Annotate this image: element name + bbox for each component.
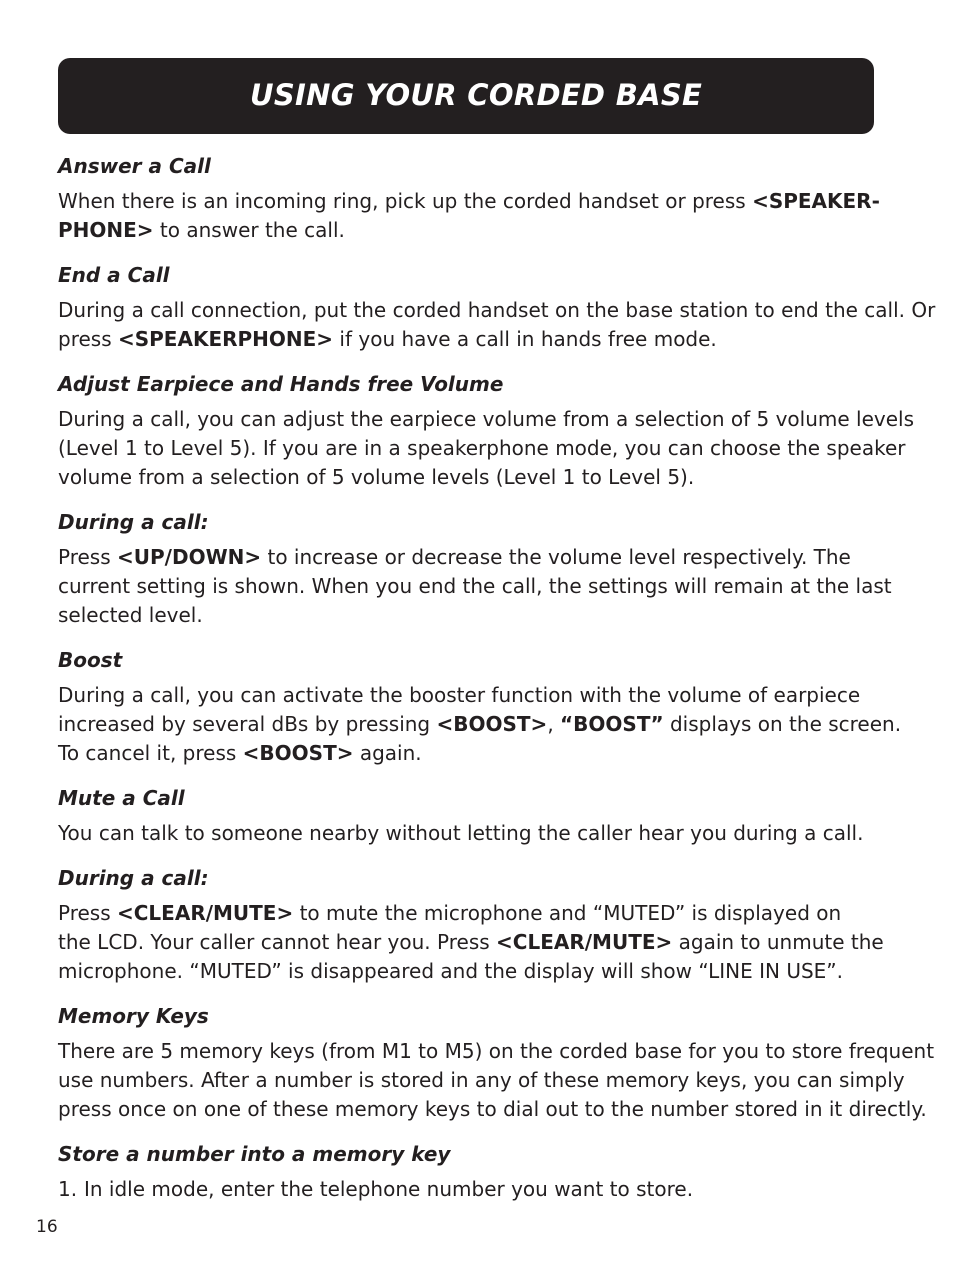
paragraph-line (58, 543, 878, 572)
section-store-number (58, 1140, 878, 1204)
section-mute-call (58, 784, 878, 848)
paragraph-line: You can talk to someone nearby without letting the caller hear you during a call. (58, 821, 864, 845)
key-label: <CLEAR/MUTE> (496, 930, 673, 954)
text-run: if you have a call in hands free mode. (333, 327, 717, 351)
text-run: increased by several dBs by pressing (58, 712, 437, 736)
page-number: 16 (36, 1217, 58, 1237)
list-item-text: In idle mode, enter the telephone number you want to store. (84, 1177, 694, 1201)
section-boost (58, 646, 902, 768)
text-run: Press (58, 901, 117, 925)
paragraph-line: selected level. (58, 603, 203, 627)
text-run: the LCD. Your caller cannot hear you. Press (58, 930, 497, 954)
section-end-call (58, 261, 936, 354)
key-label: <CLEAR/MUTE> (117, 901, 294, 925)
section-answer-call (58, 152, 878, 245)
heading-answer-call: Answer a Call (58, 154, 211, 178)
paragraph-line: (Level 1 to Level 5). If you are in a speakerphone mode, you can choose the speaker (58, 436, 906, 460)
display-label: “BOOST” (560, 712, 664, 736)
text-run: , (547, 712, 561, 736)
key-label: <SPEAKER- (752, 189, 880, 213)
heading-memory-keys: Memory Keys (58, 1004, 209, 1028)
section-header-banner (58, 58, 874, 134)
list-item-number: 1. (58, 1177, 78, 1201)
paragraph-line: use numbers. After a number is stored in any of these memory keys, you can simply (58, 1068, 905, 1092)
heading-during-call: During a call: (58, 866, 209, 890)
paragraph-line (58, 739, 878, 768)
page-content (58, 152, 936, 1204)
list-item (58, 1175, 878, 1204)
paragraph-line: press once on one of these memory keys to dial out to the number stored in it directly. (58, 1097, 927, 1121)
text-run: When there is an incoming ring, pick up the corded handset or press (58, 189, 753, 213)
text-run: displays on the screen. (663, 712, 902, 736)
page-title: USING YOUR CORDED BASE (250, 78, 703, 112)
paragraph-line (58, 899, 878, 928)
paragraph-line: During a call, you can activate the booster function with the volume of earpiece (58, 683, 861, 707)
section-during-call-mute (58, 864, 884, 986)
heading-adjust-volume: Adjust Earpiece and Hands free Volume (58, 372, 504, 396)
paragraph-line (58, 325, 878, 354)
paragraph-line (58, 216, 878, 245)
key-label: PHONE> (58, 218, 154, 242)
heading-boost: Boost (58, 648, 123, 672)
paragraph-line: During a call connection, put the corded handset on the base station to end the call. Or (58, 298, 936, 322)
paragraph-line: During a call, you can adjust the earpiece volume from a selection of 5 volume levels (58, 407, 915, 431)
text-run: press (58, 327, 118, 351)
key-label: <UP/DOWN> (117, 545, 262, 569)
paragraph-line: microphone. “MUTED” is disappeared and the display will show “LINE IN USE”. (58, 959, 844, 983)
heading-store-number: Store a number into a memory key (58, 1142, 451, 1166)
text-run: Press (58, 545, 117, 569)
heading-end-call: End a Call (58, 263, 170, 287)
text-run: to increase or decrease the volume level respectively. The (261, 545, 851, 569)
heading-mute-call: Mute a Call (58, 786, 185, 810)
heading-during-call: During a call: (58, 510, 209, 534)
section-during-call-volume (58, 508, 892, 630)
paragraph-line (58, 187, 878, 216)
text-run: to answer the call. (153, 218, 345, 242)
section-memory-keys (58, 1002, 935, 1124)
text-run: To cancel it, press (58, 741, 243, 765)
text-run: again. (353, 741, 422, 765)
paragraph-line (58, 710, 902, 739)
paragraph-line (58, 928, 884, 957)
paragraph-line: There are 5 memory keys (from M1 to M5) on the corded base for you to store frequent (58, 1039, 935, 1063)
key-label: <BOOST> (242, 741, 354, 765)
text-run: again to unmute the (672, 930, 884, 954)
paragraph-line: volume from a selection of 5 volume levels (Level 1 to Level 5). (58, 465, 695, 489)
paragraph-line: current setting is shown. When you end the call, the settings will remain at the last (58, 574, 892, 598)
section-adjust-volume (58, 370, 915, 492)
key-label: <BOOST> (436, 712, 548, 736)
key-label: <SPEAKERPHONE> (117, 327, 334, 351)
text-run: to mute the microphone and “MUTED” is displayed on (293, 901, 842, 925)
